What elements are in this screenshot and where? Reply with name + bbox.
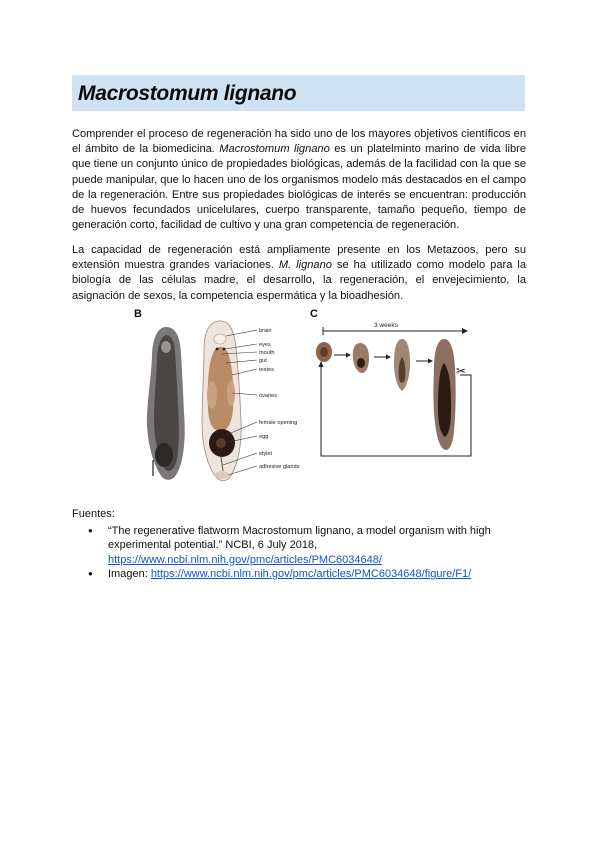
anatomy-label-adhesive-glands: adhesive glands <box>259 464 300 470</box>
page-title: Macrostomum lignano <box>78 82 297 105</box>
panel-c-label: C <box>310 308 318 320</box>
anatomy-label-egg: egg <box>259 434 269 440</box>
anatomy-label-ovaries: ovaries <box>259 393 278 399</box>
cut-scissors-icon: ✂ <box>456 364 467 378</box>
source-item <box>108 524 532 568</box>
sources-section <box>72 507 532 582</box>
species-abbrev: M. lignano <box>278 259 332 272</box>
regeneration-stage-1 <box>316 342 332 362</box>
anatomy-label-testes: testes <box>259 367 274 373</box>
regeneration-paragraph <box>72 243 526 304</box>
regeneration-stage-2 <box>353 343 369 373</box>
anatomy-label-mouth: mouth <box>259 350 275 356</box>
source-article-link[interactable]: https://www.ncbi.nlm.nih.gov/pmc/articles/PMC6034648/ <box>108 553 382 566</box>
source-citation: “The regenerative flatworm Macrostomum lignano, a model organism with high experimental potential.” NCBI, 6 July 2018, <box>108 524 491 551</box>
intro-text-2: es un platelminto marino de vida libre que tiene un conjunto único de propiedades biológicas, además de la facilidad con la que se puede manipular, que lo hacen uno de los organismos modelo más destacados en el campo de la regeneración. Entre sus propiedades biológicas de interés se encuentran: producción de huevos fecundados unicelulares, cuerpo transparente, tamaño pequeño, tiempo de generación corto, facilidad de cultivo y una gran competencia de regeneración. <box>72 143 526 232</box>
sources-list <box>72 524 532 582</box>
image-source-link[interactable]: https://www.ncbi.nlm.nih.gov/pmc/articles/PMC6034648/figure/F1/ <box>150 568 472 580</box>
regeneration-stage-4 <box>433 339 466 450</box>
worm-photo <box>147 327 185 480</box>
worm-schematic <box>202 321 241 481</box>
anatomy-label-gut: gut <box>259 358 267 364</box>
worm-figure <box>120 305 490 495</box>
sources-heading: Fuentes: <box>72 508 115 520</box>
regeneration-text-1: La capacidad de regeneración está ampliamente presente en los Metazoos, pero su extensión muestra grandes variaciones. <box>72 244 526 272</box>
species-name: Macrostomum lignano <box>219 143 330 156</box>
anatomy-label-female-opening: female opening <box>259 420 298 426</box>
source-item <box>108 567 532 582</box>
intro-paragraph <box>72 127 526 233</box>
duration-label: 3 weeks <box>374 322 398 329</box>
panel-b-label: B <box>134 308 142 320</box>
intro-text-1: Comprender el proceso de regeneración ha sido uno de los mayores objetivos científicos en el ámbito de la biomedicina. <box>72 128 526 156</box>
anatomy-label-brain: brain <box>259 328 272 334</box>
regeneration-stage-3 <box>394 339 410 391</box>
title-banner <box>72 75 525 111</box>
duration-arrow <box>323 322 468 335</box>
image-source-prefix: Imagen: <box>108 568 151 580</box>
anatomy-label-stylet: stylet <box>259 451 273 457</box>
anatomy-label-eyes: eyes <box>259 342 271 348</box>
regeneration-text-2: se ha utilizado como modelo para la biología de las células madre, el desarrollo, la regeneración, el envejecimiento, la asignación de sexos, la competencia espermática y la bioadhesión. <box>72 259 527 302</box>
